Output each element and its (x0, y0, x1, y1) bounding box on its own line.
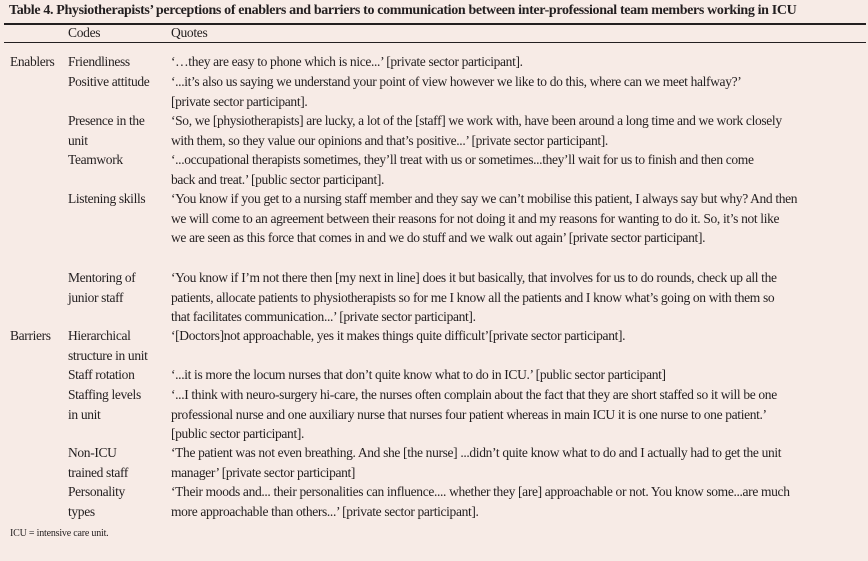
quote-line: manager’ [private sector participant] (171, 464, 356, 480)
row-quote (171, 443, 781, 482)
row-quote (171, 189, 797, 248)
code-line: Staff rotation (68, 367, 135, 382)
code-line: Mentoring of (68, 270, 136, 285)
row-quote (171, 482, 790, 521)
row-code (68, 365, 168, 385)
quote-line: ‘...it is more the locum nurses that don’t quite know what to do in ICU.’ [public sector participant] (171, 367, 666, 382)
row-code (68, 111, 168, 150)
quote-line: ‘You know if you get to a nursing staff member and they say we can’t mobilise this patient, I always say but why? And then (171, 191, 798, 206)
quote-line: professional nurse and one auxiliary nurse that nurses four patient whereas in main ICU it is one nurse to one patient.’ (171, 406, 767, 422)
quote-line: we are seen as this force that comes in and we do stuff and we walk out again’ [private sector participant]. (171, 230, 706, 245)
quote-line: that facilitates communication...’ [private sector participant]. (171, 309, 476, 324)
row-quote (171, 111, 782, 150)
row-code (68, 326, 168, 365)
code-line: Teamwork (68, 152, 123, 167)
header-rule (4, 42, 866, 43)
row-quote (171, 326, 625, 346)
quote-line: ‘So, we [physiotherapists] are lucky, a lot of the [staff] we work with, have been around a long time and we work closely (171, 113, 782, 128)
quote-line: ‘...occupational therapists sometimes, they’ll treat with us or sometimes...they’ll wait for us to finish and then come (171, 152, 754, 167)
code-line: Presence in the (68, 113, 145, 128)
quote-line: ‘…they are easy to phone which is nice...’ [private sector participant]. (171, 54, 523, 69)
row-quote (171, 72, 741, 111)
quote-line: ‘...it’s also us saying we understand your point of view however we like to do this, where can we meet halfway?’ (171, 74, 742, 89)
quote-line: patients, allocate patients to physiotherapists so for me I know all the patients and I know what’s going on with them so (171, 289, 775, 305)
row-code (68, 52, 168, 72)
code-line: Listening skills (68, 191, 146, 206)
row-code (68, 443, 168, 482)
quote-line: [private sector participant]. (171, 93, 308, 109)
table-top-rule (4, 23, 866, 25)
row-quote (171, 52, 523, 72)
row-code (68, 385, 168, 424)
row-code (68, 482, 168, 521)
header-quotes: Quotes (171, 25, 208, 40)
code-line: Staffing levels (68, 387, 141, 402)
table-footnote: ICU = intensive care unit. (10, 528, 109, 539)
code-line: in unit (68, 406, 101, 422)
row-code (68, 268, 168, 307)
row-code (68, 189, 168, 209)
row-code (68, 150, 168, 170)
quote-line: [public sector participant]. (171, 426, 305, 441)
code-line: types (68, 503, 95, 519)
code-line: junior staff (68, 289, 124, 305)
code-line: Non-ICU (68, 445, 117, 460)
row-group: Enablers (10, 54, 55, 69)
quote-line: more approachable than others...’ [private sector participant]. (171, 503, 479, 519)
quote-line: ‘[Doctors]not approachable, yes it makes things quite difficult’[private sector participant]. (171, 328, 626, 343)
row-code (68, 72, 168, 92)
row-group: Barriers (10, 328, 51, 343)
row-quote (171, 150, 754, 189)
quote-line: back and treat.’ [public sector participant]. (171, 171, 385, 187)
code-line: trained staff (68, 464, 129, 480)
row-quote (171, 268, 777, 327)
code-line: Positive attitude (68, 74, 150, 89)
header-codes: Codes (68, 25, 101, 40)
row-quote (171, 385, 777, 444)
quote-line: ‘Their moods and... their personalities can influence.... whether they [are] approachable or not. You know some...are much (171, 484, 790, 499)
quote-line: ‘You know if I’m not there then [my next in line] does it but basically, that involves for us to do rounds, check up all the (171, 270, 777, 285)
code-line: unit (68, 132, 88, 148)
quote-line: ‘...I think with neuro-surgery hi-care, the nurses often complain about the fact that they are short staffed so it will be one (171, 387, 777, 402)
quote-line: with them, so they value our opinions and that’s positive...’ [private sector participant]. (171, 132, 608, 148)
code-line: Hierarchical (68, 328, 131, 343)
code-line: Friendliness (68, 54, 130, 69)
quote-line: ‘The patient was not even breathing. And she [the nurse] ...didn’t quite know what to do and I actually had to get the unit (171, 445, 782, 460)
quote-line: we will come to an agreement between their reasons for not doing it and my reasons for wanting to do it. So, it’s not like (171, 210, 780, 226)
code-line: structure in unit (68, 347, 148, 363)
code-line: Personality (68, 484, 125, 499)
table-title: Table 4. Physiotherapists’ perceptions of enablers and barriers to communication between inter-professional team members working in ICU (9, 3, 797, 18)
row-quote (171, 365, 666, 385)
